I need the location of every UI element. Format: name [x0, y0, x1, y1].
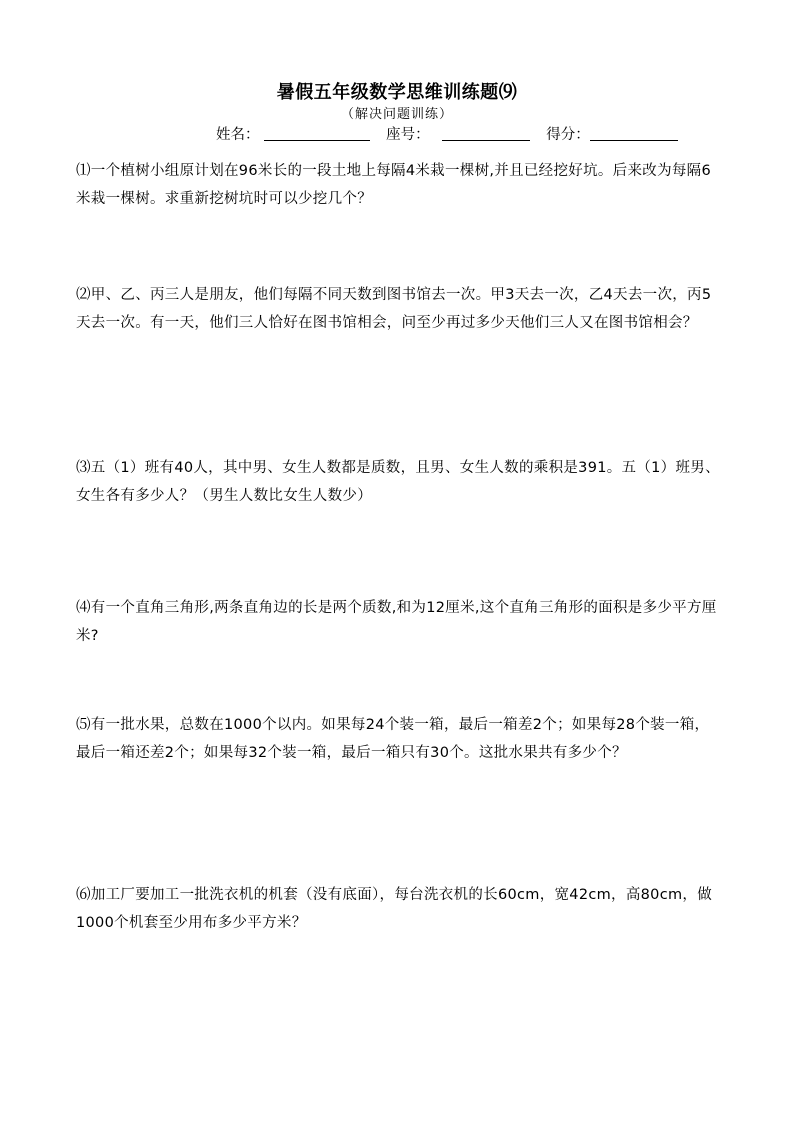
- question-6: ⑹加工厂要加工一批洗衣机的机套（没有底面），每台洗衣机的长60cm，宽42cm，高80cm，做1000个机套至少用布多少平方米？: [76, 887, 712, 931]
- score-label: 得分：: [546, 127, 590, 143]
- worksheet-subtitle: （解决问题训练）: [340, 107, 453, 122]
- question-4: ⑷有一个直角三角形,两条直角边的长是两个质数,和为12厘米,这个直角三角形的面积是多少平方厘米?: [76, 600, 717, 644]
- student-info-line: [216, 123, 678, 144]
- seat-blank[interactable]: [442, 125, 530, 141]
- question-2: ⑵甲、乙、丙三人是朋友，他们每隔不同天数到图书馆去一次。甲3天去一次，乙4天去一次，丙5天去一次。有一天，他们三人恰好在图书馆相会，问至少再过多少天他们三人又在图书馆相会？: [76, 287, 712, 331]
- score-blank[interactable]: [590, 125, 678, 141]
- seat-label: 座号：: [386, 127, 430, 143]
- name-label: 姓名：: [216, 127, 260, 143]
- question-5: ⑸有一批水果，总数在1000个以内。如果每24个装一箱，最后一箱差2个；如果每28个装一箱，最后一箱还差2个；如果每32个装一箱，最后一箱只有30个。这批水果共有多少个？: [76, 717, 710, 761]
- worksheet-title: 暑假五年级数学思维训练题⑼: [276, 82, 518, 103]
- question-1: ⑴一个植树小组原计划在96米长的一段土地上每隔4米栽一棵树,并且已经挖好坑。后来改为每隔6米栽一棵树。求重新挖树坑时可以少挖几个？: [76, 163, 712, 207]
- question-3: ⑶五（1）班有40人，其中男、女生人数都是质数，且男、女生人数的乘积是391。五（1）班男、女生各有多少人？（男生人数比女生人数少）: [76, 460, 720, 504]
- name-blank[interactable]: [264, 125, 370, 141]
